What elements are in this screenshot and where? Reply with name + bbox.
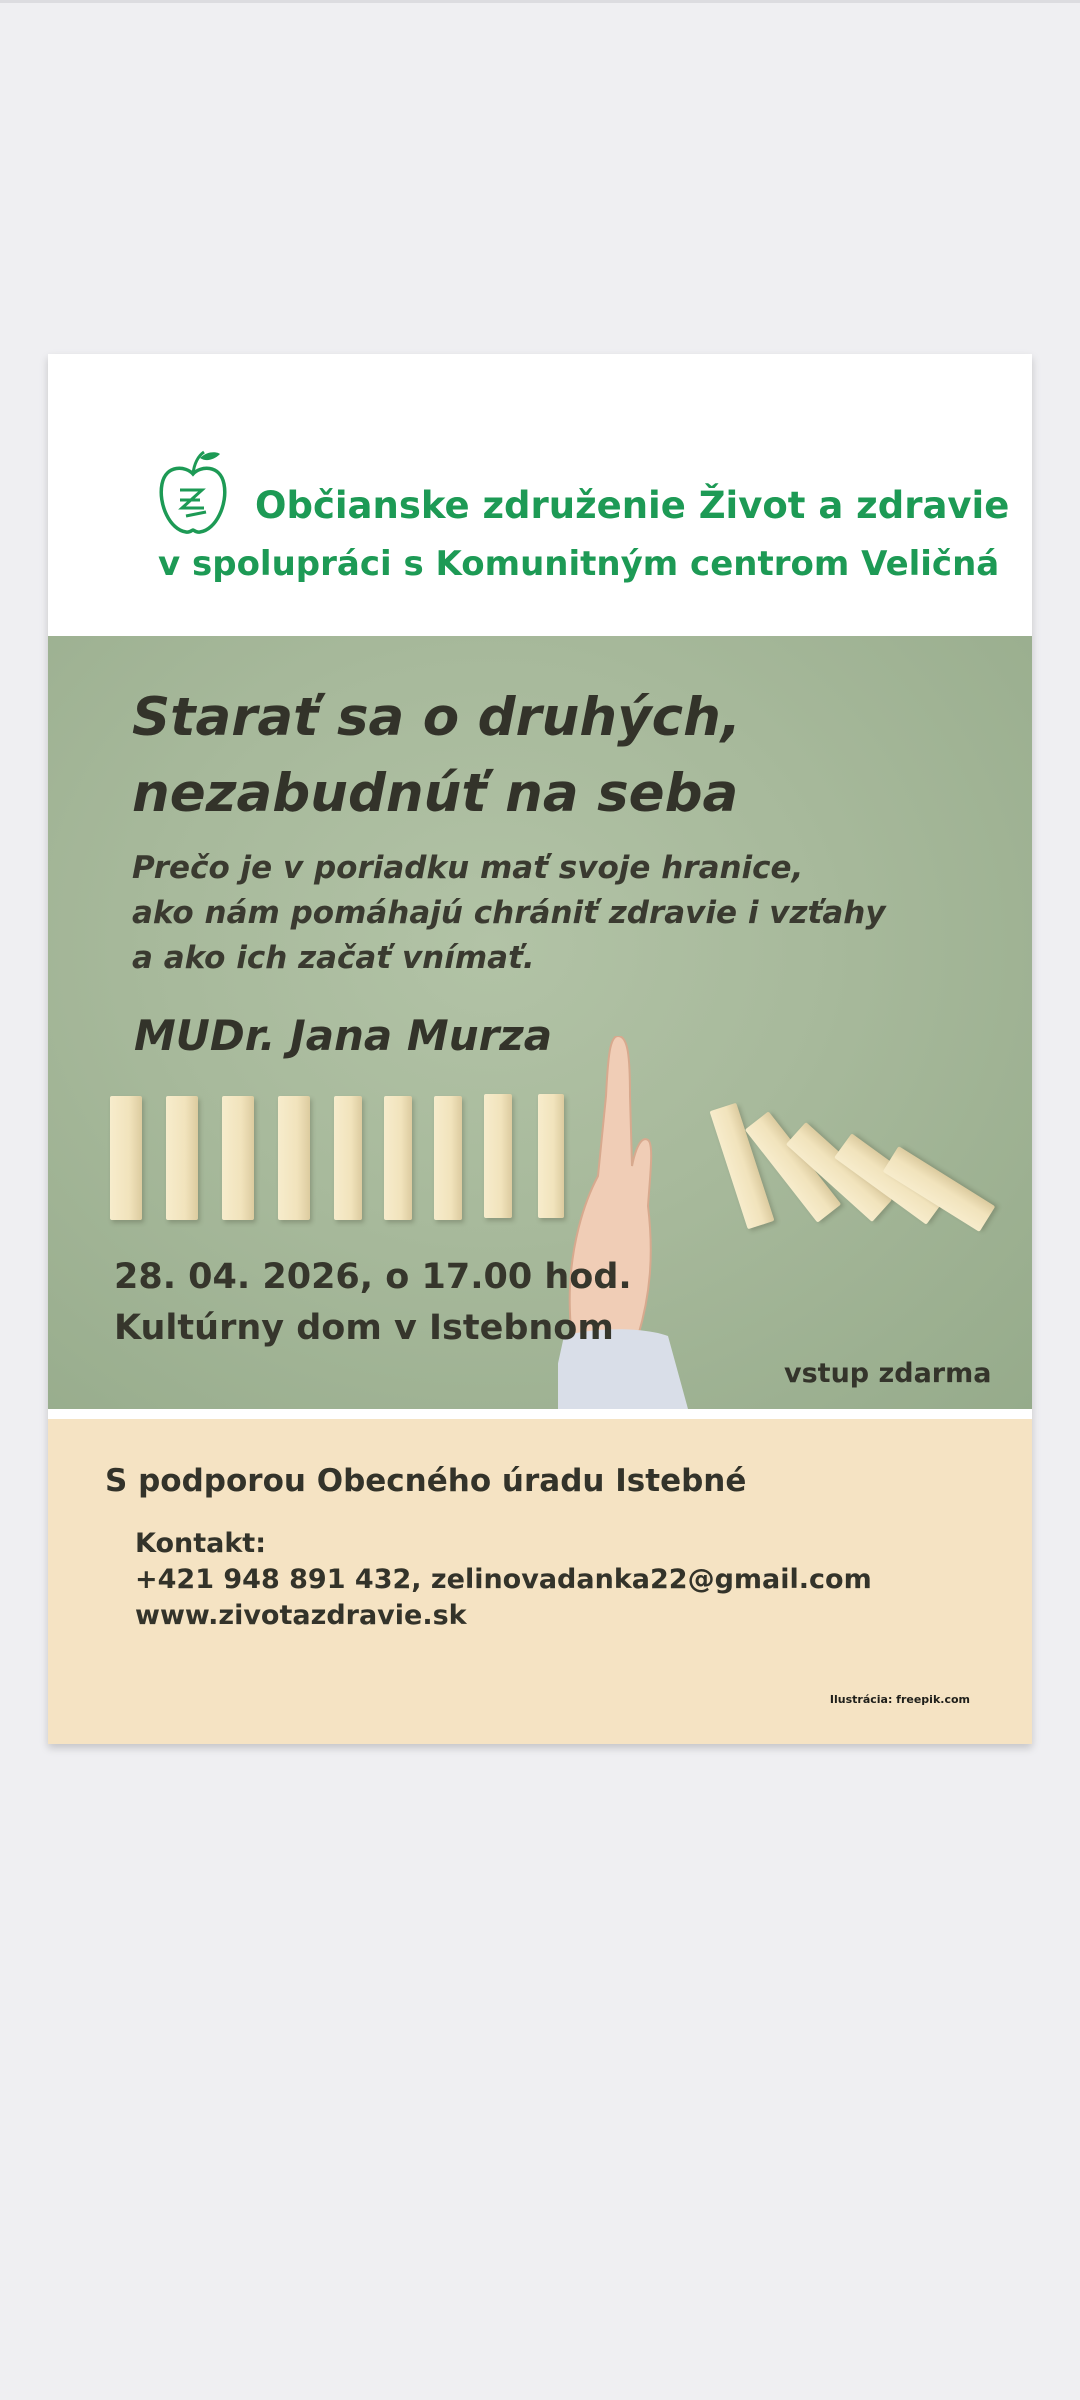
event-date-venue (114, 1252, 632, 1354)
domino-block (384, 1096, 412, 1220)
event-date-time: 28. 04. 2026, o 17.00 hod. (114, 1257, 632, 1297)
apple-logo-icon (156, 446, 230, 538)
website-text: www.zivotazdravie.sk (135, 1600, 467, 1631)
domino-block (222, 1096, 254, 1220)
subtitle-line-3: a ako ich začať vnímať. (132, 940, 535, 976)
event-poster (48, 354, 1032, 1744)
contact-label: Kontakt: (135, 1528, 267, 1559)
event-subtitle (132, 846, 886, 981)
title-line-1: Starať sa o druhých, (132, 687, 741, 748)
domino-block (278, 1096, 310, 1220)
illustration-credit: Ilustrácia: freepik.com (829, 1693, 970, 1706)
free-entry-note: vstup zdarma (784, 1358, 992, 1389)
domino-block (166, 1096, 198, 1220)
domino-block (434, 1096, 462, 1220)
event-title (132, 680, 741, 832)
event-illustration-section (48, 636, 1032, 1409)
organization-name: Občianske združenie Život a zdravie (255, 484, 1010, 527)
section-divider (48, 1409, 1032, 1419)
title-line-2: nezabudnúť na seba (132, 763, 739, 824)
speaker-name: MUDr. Jana Murza (134, 1011, 553, 1060)
poster-footer (48, 1419, 1032, 1744)
domino-block (484, 1094, 512, 1218)
subtitle-line-2: ako nám pomáhajú chrániť zdravie i vzťahy (132, 895, 886, 931)
contact-block (135, 1526, 872, 1634)
partnership-text: v spolupráci s Komunitným centrom Veličná (158, 544, 1000, 584)
event-venue: Kultúrny dom v Istebnom (114, 1308, 614, 1348)
domino-block (334, 1096, 362, 1220)
poster-header (48, 354, 1032, 636)
domino-block (110, 1096, 142, 1220)
contact-details: +421 948 891 432, zelinovadanka22@gmail.com (135, 1564, 872, 1595)
status-bar-edge (0, 0, 1080, 3)
support-text: S podporou Obecného úradu Istebné (105, 1463, 747, 1499)
subtitle-line-1: Prečo je v poriadku mať svoje hranice, (132, 850, 804, 886)
